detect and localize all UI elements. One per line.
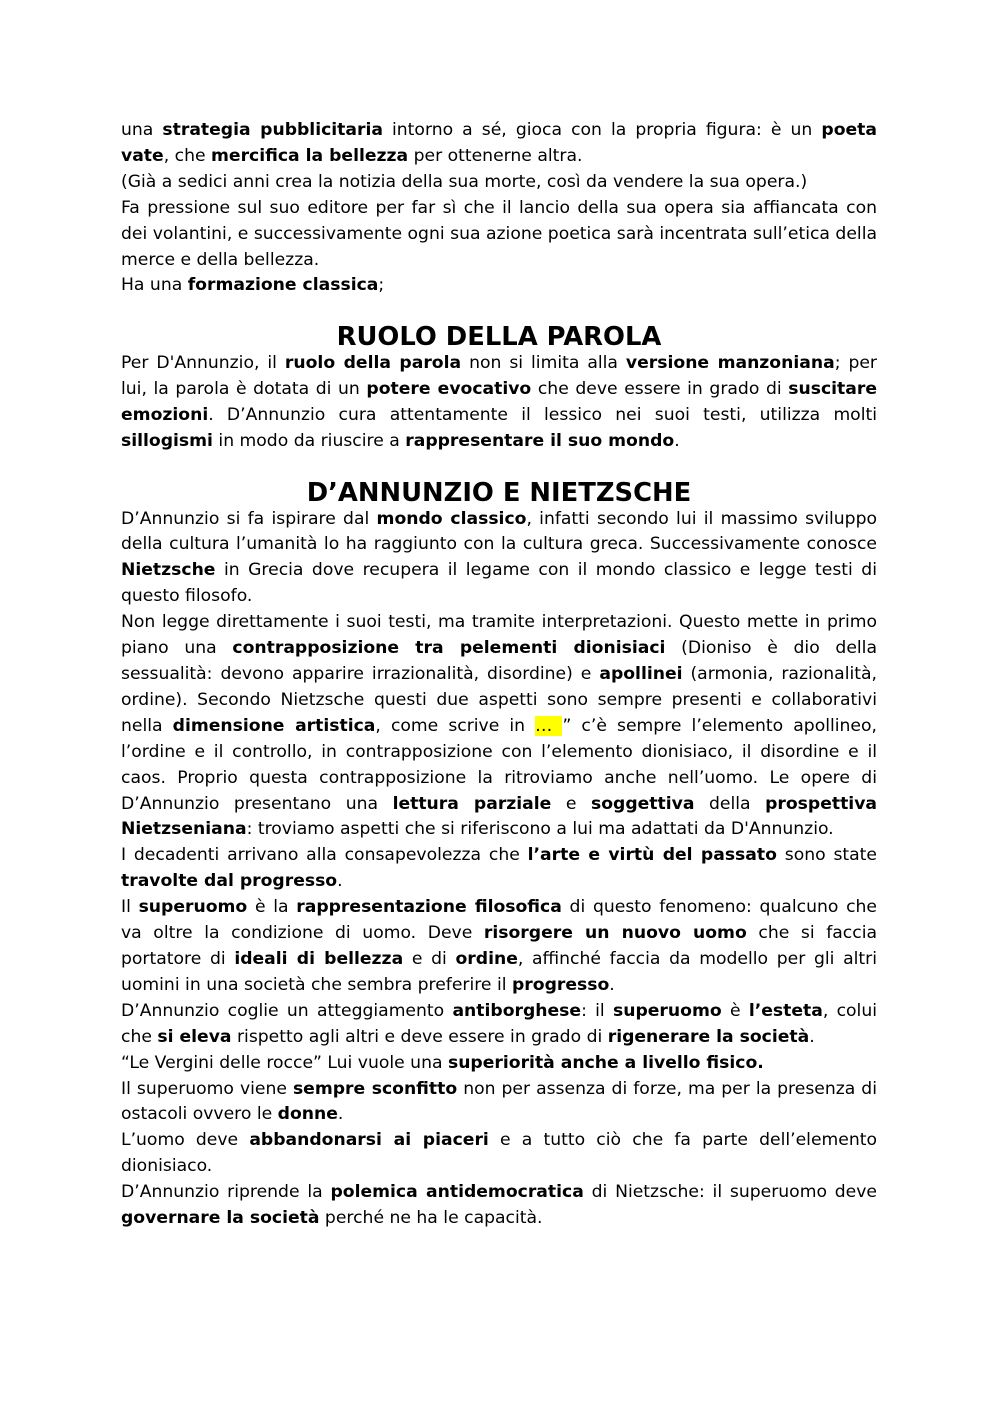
bold-text: risorgere un nuovo uomo bbox=[483, 923, 747, 944]
text-run: (Dioniso è dio della sessualità: devono apparire irrazionalità, disordine) e bbox=[121, 638, 877, 684]
bold-text: antiborghese bbox=[452, 1000, 582, 1021]
text-run: ; bbox=[378, 275, 385, 296]
text-run: : troviamo aspetti che si riferiscono a lui ma adattati da D'Annunzio. bbox=[246, 819, 834, 840]
section-heading-dannunzio-e-nietzsche: D’ANNUNZIO E NIETZSCHE bbox=[306, 477, 692, 508]
text-run: L’uomo deve bbox=[121, 1130, 250, 1151]
bold-text: apollinei bbox=[599, 664, 683, 684]
text-run: , che bbox=[163, 145, 211, 166]
text-run: I decadenti arrivano alla consapevolezza che bbox=[121, 845, 528, 866]
nietzsche-paragraph-6 bbox=[121, 1051, 877, 1077]
text-run: : il bbox=[581, 1000, 613, 1021]
text-run: di questo fenomeno: qualcuno che va oltre la condizione di uomo. Deve bbox=[121, 897, 877, 944]
bold-text: rappresentare il suo mondo bbox=[405, 430, 675, 451]
text-run: non per assenza di forze, ma per la presenza di ostacoli ovvero le bbox=[121, 1078, 877, 1125]
bold-text: contrapposizione tra pelementi dionisiaci bbox=[232, 638, 666, 659]
text-run: Non legge direttamente i suoi testi, ma tramite interpretazioni. Questo mette in primo piano una bbox=[121, 612, 877, 659]
bold-text: lettura parziale bbox=[392, 793, 552, 814]
bold-text: mondo classico bbox=[376, 508, 527, 529]
text-run: per ottenerne altra. bbox=[408, 145, 583, 166]
bold-text: sempre sconfitto bbox=[292, 1078, 458, 1099]
text-run: ” c’è sempre l’elemento apollineo, l’ordine e il controllo, in contrapposizione con l’elemento dionisiaco, il disordine e il caos. Proprio questa contrapposizione la ritroviamo anche nell’uomo. Le opere di D’Annunzio presentano una bbox=[121, 715, 877, 814]
highlighted-text: … bbox=[535, 715, 563, 736]
bold-text: formazione classica bbox=[187, 275, 379, 296]
intro-paragraph-1 bbox=[121, 118, 877, 170]
bold-text: soggettiva bbox=[591, 793, 695, 814]
section-spacer bbox=[121, 455, 877, 481]
document-page bbox=[121, 118, 877, 1232]
text-run: e a tutto ciò che fa parte dell’elemento dionisiaco. bbox=[121, 1130, 877, 1177]
text-run: , come scrive in bbox=[375, 715, 536, 736]
intro-paragraph-3: Fa pressione sul suo editore per far sì che il lancio della sua opera sia affiancata con dei volantini, e successivamente ogni sua azione poetica sarà incentrata sull’etica della merce e della bellezza. bbox=[121, 197, 877, 270]
text-run: e bbox=[551, 793, 591, 814]
text-run: , infatti secondo lui il massimo sviluppo della cultura l’umanità lo ha raggiunto con la cultura greca. Successivamente conosce bbox=[121, 508, 878, 555]
text-run: di Nietzsche: il superuomo deve bbox=[583, 1182, 877, 1203]
nietzsche-paragraph-4 bbox=[121, 895, 877, 999]
intro-paragraph-4 bbox=[121, 273, 877, 299]
text-run: D’Annunzio coglie un atteggiamento bbox=[121, 1000, 453, 1021]
text-run: . bbox=[809, 1026, 815, 1047]
text-run: e di bbox=[403, 948, 456, 969]
nietzsche-paragraph-5 bbox=[121, 999, 877, 1051]
text-run: della bbox=[694, 793, 766, 814]
text-run: D’Annunzio riprende la bbox=[121, 1182, 331, 1203]
ruolo-paragraph-1 bbox=[121, 351, 877, 455]
text-run: Il bbox=[121, 897, 139, 918]
bold-text: si eleva bbox=[157, 1026, 232, 1047]
bold-text: polemica antidemocratica bbox=[330, 1182, 584, 1203]
nietzsche-paragraph-2 bbox=[121, 610, 877, 843]
text-run: è la bbox=[247, 897, 297, 918]
bold-text: mercifica la bellezza bbox=[211, 145, 409, 166]
bold-text: potere evocativo bbox=[366, 379, 532, 400]
text-run: è bbox=[721, 1000, 749, 1021]
bold-text: abbandonarsi ai piaceri bbox=[249, 1130, 489, 1151]
bold-text: superiorità anche a livello fisico. bbox=[447, 1052, 764, 1073]
text-run: in Grecia dove recupera il legame con il mondo classico e legge testi di questo filosofo. bbox=[121, 560, 877, 607]
bold-text: dimensione artistica bbox=[172, 715, 376, 736]
intro-paragraph-2: (Già a sedici anni crea la notizia della sua morte, così da vendere la sua opera.) bbox=[121, 171, 808, 192]
bold-text: rappresentazione filosofica bbox=[296, 897, 562, 918]
bold-text: versione manzoniana bbox=[625, 353, 835, 374]
text-run: non si limita alla bbox=[461, 353, 626, 374]
text-run: che si faccia portatore di bbox=[121, 923, 878, 969]
text-run: . D’Annunzio cura attentamente il lessico nei suoi testi, utilizza molti bbox=[208, 404, 877, 425]
nietzsche-paragraph-3 bbox=[121, 843, 877, 895]
text-run: . bbox=[337, 871, 343, 892]
text-run: , affinché faccia da modello per gli altri uomini in una società che sembra preferire il bbox=[121, 948, 877, 995]
text-run: (armonia, razionalità, ordine). Secondo Nietzsche questi due aspetti sono sempre presenti e collaborativi nella bbox=[121, 664, 877, 736]
bold-text: donne bbox=[277, 1104, 338, 1125]
bold-text: progresso bbox=[511, 974, 610, 995]
bold-text: travolte dal progresso bbox=[121, 871, 338, 892]
bold-text: ideali di bellezza bbox=[234, 948, 404, 969]
text-run: . bbox=[337, 1104, 344, 1125]
bold-text: l’arte e virtù del passato bbox=[527, 845, 777, 866]
bold-text: strategia pubblicitaria bbox=[162, 120, 383, 140]
text-run: , colui che bbox=[121, 1000, 877, 1047]
nietzsche-paragraph-1 bbox=[121, 507, 877, 611]
text-run: “Le Vergini delle rocce” Lui vuole una bbox=[121, 1052, 448, 1073]
text-run: rispetto agli altri e deve essere in grado di bbox=[231, 1026, 608, 1047]
bold-text: ruolo della parola bbox=[284, 353, 462, 374]
nietzsche-paragraph-9 bbox=[121, 1180, 877, 1232]
text-run: D’Annunzio si fa ispirare dal bbox=[121, 508, 377, 529]
text-run: . bbox=[609, 974, 615, 995]
bold-text: governare la società bbox=[121, 1208, 320, 1229]
text-run: in modo da riuscire a bbox=[212, 430, 406, 451]
nietzsche-paragraph-8 bbox=[121, 1128, 877, 1180]
nietzsche-paragraph-7 bbox=[121, 1077, 877, 1129]
bold-text: superuomo bbox=[613, 1000, 722, 1021]
bold-text: l’esteta bbox=[748, 1000, 823, 1021]
text-run: ; per lui, la parola è dotata di un bbox=[121, 353, 877, 400]
text-run: Ha una bbox=[121, 275, 188, 296]
section-heading-ruolo-della-parola: RUOLO DELLA PAROLA bbox=[336, 322, 662, 353]
text-run: . bbox=[674, 430, 680, 451]
bold-text: sillogismi bbox=[121, 430, 213, 451]
bold-text: ordine bbox=[455, 948, 518, 969]
bold-text: rigenerare la società bbox=[607, 1026, 810, 1047]
text-run: intorno a sé, gioca con la propria figura: è un bbox=[382, 120, 822, 140]
text-run: che deve essere in grado di bbox=[531, 379, 789, 400]
text-run: sono state bbox=[776, 845, 877, 866]
bold-text: superuomo bbox=[138, 897, 248, 918]
text-run: perché ne ha le capacità. bbox=[319, 1208, 543, 1229]
bold-text: suscitare emozioni bbox=[121, 379, 877, 425]
text-run: Il superuomo viene bbox=[121, 1078, 293, 1099]
bold-text: poeta vate bbox=[121, 120, 877, 166]
text-run: una bbox=[121, 120, 163, 140]
bold-text: prospettiva Nietzseniana bbox=[121, 793, 877, 840]
bold-text: Nietzsche bbox=[121, 560, 216, 581]
text-run: Per D'Annunzio, il bbox=[121, 353, 285, 374]
